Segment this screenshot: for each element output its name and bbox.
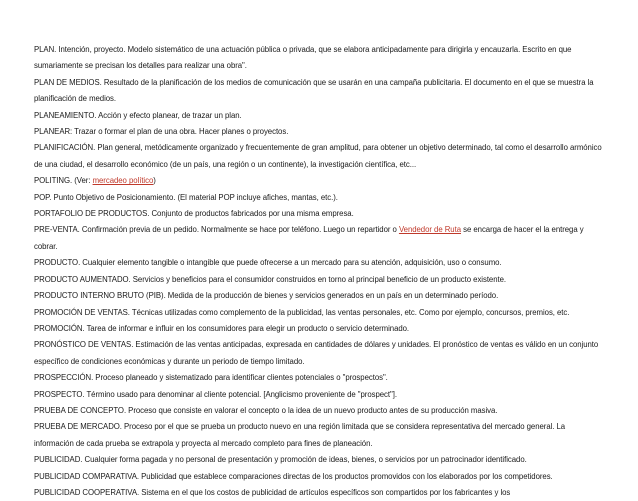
glossary-entry-planificacion: PLANIFICACIÓN. Plan general, metódicamente organizado y frecuentemente de gran amplitud, para obtener un objetivo determinado, tal como el desarrollo armónico de una ciudad, el desarrollo económico (de un país, una región o un continente), la investigación científica, etc... [34,143,602,169]
glossary-entry-publicidad-cooperativa: PUBLICIDAD COOPERATIVA. Sistema en el que los costos de publicidad de artículos específicos son compartidos por los fabricantes y los [34,487,511,497]
glossary-entry-planeamiento: PLANEAMIENTO. Acción y efecto planear, de trazar un plan. [34,110,242,120]
link-mercadeo-politico[interactable]: mercadeo político [92,176,154,186]
glossary-entry-prueba-de-mercado: PRUEBA DE MERCADO. Proceso por el que se prueba un producto nuevo en una región limitada que se considera representativa del mercado general. La información de cada prueba se extrapola y proyecta al mercado completo para fines de planeación. [34,422,566,448]
glossary-entry-producto: PRODUCTO. Cualquier elemento tangible o intangible que puede ofrecerse a un mercado para su atención, adquisición, uso o consumo. [34,258,502,268]
glossary-entry-producto-aumentado: PRODUCTO AUMENTADO. Servicios y beneficios para el consumidor construidos en torno al principal beneficio de un producto existente. [34,274,507,284]
pre-venta-text-after: se encarga de hacer el la entrega y cobrar. [34,225,584,251]
politing-text-before: POLITING. (Ver: [34,176,93,186]
glossary-entry-prospeccion: PROSPECCIÓN. Proceso planeado y sistematizado para identificar clientes potenciales o "prospectos". [34,373,388,383]
link-vendedor-de-ruta[interactable]: Vendedor de Ruta [398,225,461,235]
pre-venta-text-before: PRE-VENTA. Confirmación previa de un pedido. Normalmente se hace por teléfono. Luego un repartidor o [34,225,399,235]
politing-text-after: ) [153,176,156,186]
glossary-entry-portafolio-de-productos: PORTAFOLIO DE PRODUCTOS. Conjunto de productos fabricados por una misma empresa. [34,209,354,219]
glossary-entry-prueba-de-concepto: PRUEBA DE CONCEPTO. Proceso que consiste en valorar el concepto o la idea de un nuevo producto antes de su producción masiva. [34,405,498,415]
glossary-list [34,42,606,501]
glossary-entry-pop: POP. Punto Objetivo de Posicionamiento. (El material POP incluye afiches, mantas, etc.). [34,192,338,202]
glossary-entry-producto-interno-bruto: PRODUCTO INTERNO BRUTO (PIB). Medida de la producción de bienes y servicios generados en un país en un determinado período. [34,291,499,301]
glossary-entry-politing [34,173,606,189]
glossary-entry-publicidad-comparativa: PUBLICIDAD COMPARATIVA. Publicidad que establece comparaciones directas de los productos promovidos con los elaborados por los competidores. [34,471,553,481]
glossary-entry-plan-de-medios: PLAN DE MEDIOS. Resultado de la planificación de los medios de comunicación que se usarán en una campaña publicitaria. El documento en el que se muestra la planificación de medios. [34,77,594,104]
glossary-entry-pronostico-de-ventas: PRONÓSTICO DE VENTAS. Estimación de las ventas anticipadas, expresada en cantidades de dólares y unidades. El pronóstico de ventas es válido en un conjunto específico de condiciones económicas y durante un periodo de tiempo limitado. [34,340,599,366]
glossary-entry-promocion-de-ventas: PROMOCIÓN DE VENTAS. Técnicas utilizadas como complemento de la publicidad, las ventas personales, etc. Como por ejemplo, concursos, premios, etc. [34,307,570,317]
glossary-entry-promocion: PROMOCIÓN. Tarea de informar e influir en los consumidores para elegir un producto o servicio determinado. [34,323,410,333]
glossary-entry-planear: PLANEAR: Trazar o formar el plan de una obra. Hacer planes o proyectos. [34,127,289,137]
glossary-entry-prospecto: PROSPECTO. Término usado para denominar al cliente potencial. [Anglicismo proveniente de "prospect"]. [34,389,397,399]
glossary-entry-publicidad: PUBLICIDAD. Cualquier forma pagada y no personal de presentación y promoción de ideas, bienes, o servicios por un patrocinador identificado. [34,455,527,465]
glossary-entry-pre-venta [34,222,606,255]
glossary-entry-plan: PLAN. Intención, proyecto. Modelo sistemático de una actuación pública o privada, que se elabora anticipadamente para dirigirla y encauzarla. Escrito en que sumariamente se precisan los detalles para realizar una obra". [34,45,572,71]
